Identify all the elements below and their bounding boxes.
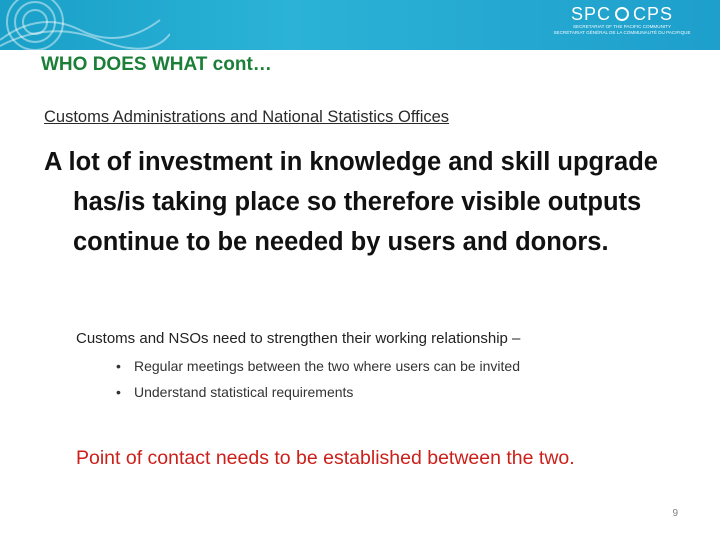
slide-title: WHO DOES WHAT cont… [41, 54, 272, 75]
logo-text-left: SPC [570, 4, 611, 24]
bullet-list [116, 356, 520, 408]
contact-note: Point of contact needs to be established between the two. [76, 447, 575, 469]
swirl-decoration-icon [0, 0, 170, 50]
logo-text-right: CPS [633, 4, 674, 24]
list-item [116, 356, 520, 382]
bullet-icon: • [116, 358, 121, 374]
intro-text: Customs and NSOs need to strengthen their working relationship – [76, 330, 521, 347]
page-number: 9 [672, 508, 678, 519]
list-item [116, 382, 520, 408]
logo-subtitle-line1: SECRETARIAT OF THE PACIFIC COMMUNITY [572, 24, 672, 29]
bullet-text: Understand statistical requirements [134, 384, 354, 400]
logo-emblem-icon [615, 7, 629, 21]
slide-subtitle: Customs Administrations and National Statistics Offices [44, 108, 450, 126]
bullet-icon: • [116, 384, 121, 400]
spc-logo [542, 4, 702, 46]
header-banner [0, 0, 720, 50]
main-paragraph: A lot of investment in knowledge and skill upgrade has/is taking place so therefore visible outputs continue to be needed by users and donors. [44, 148, 658, 256]
bullet-text: Regular meetings between the two where users can be invited [134, 358, 520, 374]
logo-subtitle-line2: SECRÉTARIAT GÉNÉRAL DE LA COMMUNAUTÉ DU PACIFIQUE [553, 30, 691, 35]
